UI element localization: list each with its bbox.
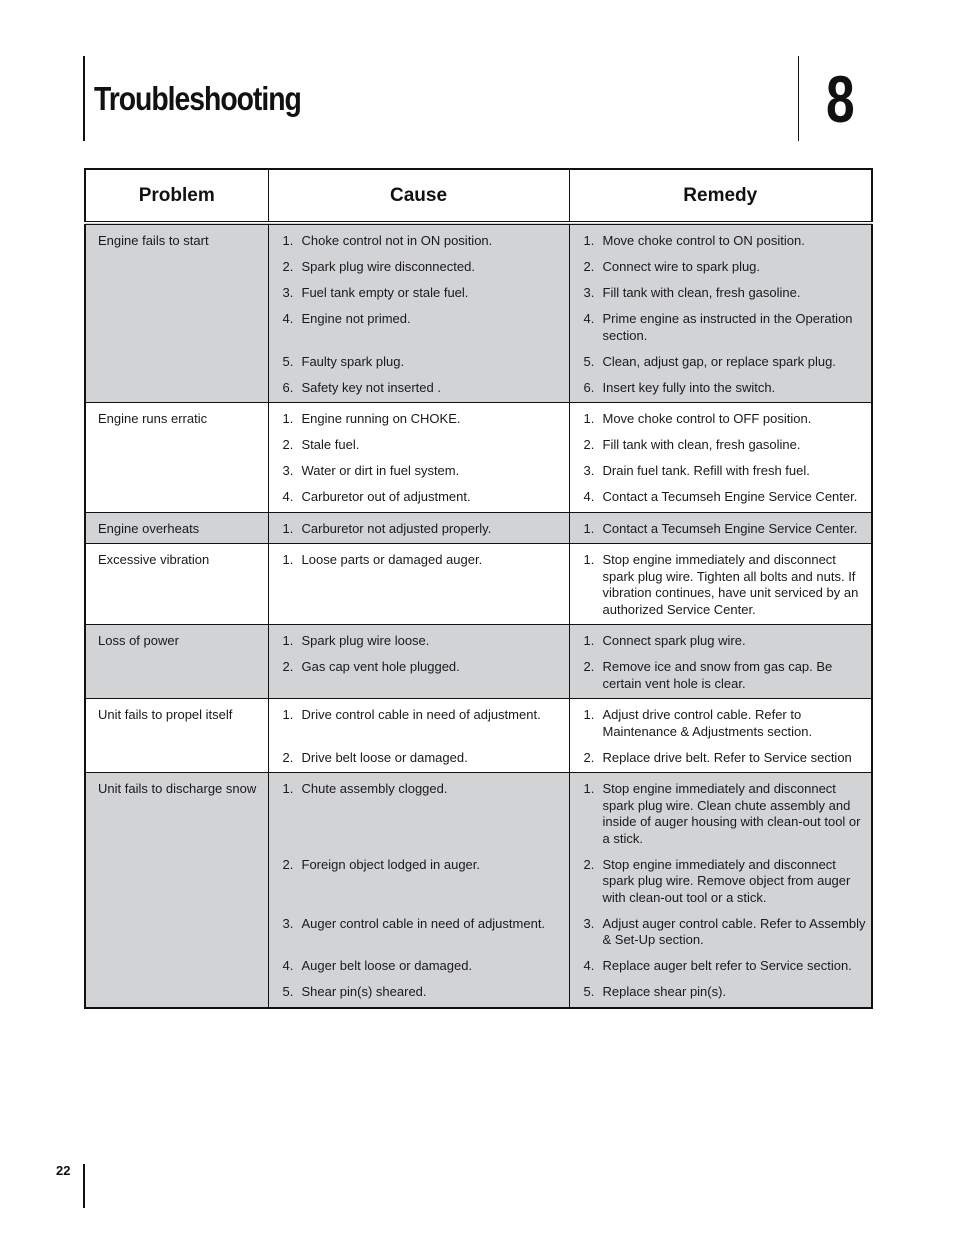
item-number: 6. bbox=[282, 379, 294, 395]
remedy-text: Connect wire to spark plug. bbox=[602, 259, 761, 274]
remedy-text: Connect spark plug wire. bbox=[602, 633, 746, 648]
table-row bbox=[85, 544, 872, 625]
cause-cell bbox=[268, 544, 569, 625]
problem-cell: Engine runs erratic bbox=[85, 403, 268, 513]
item-number: 1. bbox=[282, 552, 294, 567]
table-row bbox=[85, 512, 872, 544]
cause-text: Spark plug wire loose. bbox=[301, 633, 430, 648]
remedy-text: Drain fuel tank. Refill with fresh fuel. bbox=[602, 463, 810, 478]
chapter-number: 8 bbox=[826, 62, 855, 136]
remedy-text: Stop engine immediately and disconnect spark plug wire. Clean chute assembly and inside of auger housing with clean-out tool or a stick. bbox=[602, 781, 861, 846]
item-number: 3. bbox=[583, 285, 595, 300]
remedy-text: Stop engine immediately and disconnect spark plug wire. Tighten all bolts and nuts. If vibration continues, have unit serviced by an authorized Service Center. bbox=[602, 552, 859, 617]
remedy-text: Replace shear pin(s). bbox=[602, 984, 727, 999]
remedy-item bbox=[584, 750, 868, 767]
item-number: 1. bbox=[583, 233, 595, 248]
cause-text: Auger belt loose or damaged. bbox=[301, 958, 473, 973]
item-number: 1. bbox=[282, 633, 294, 648]
page-title: Troubleshooting bbox=[94, 80, 301, 117]
cause-text: Carburetor not adjusted properly. bbox=[301, 520, 492, 536]
cause-item bbox=[283, 857, 565, 907]
item-number: 1. bbox=[282, 781, 294, 796]
cause-cell bbox=[268, 223, 569, 403]
remedy-list bbox=[584, 781, 868, 1001]
remedy-text: Contact a Tecumseh Engine Service Center. bbox=[602, 489, 858, 504]
footer-rule bbox=[83, 1164, 85, 1208]
remedy-item bbox=[584, 958, 868, 975]
cause-list bbox=[283, 233, 565, 396]
item-number: 4. bbox=[583, 958, 595, 973]
cause-text: Chute assembly clogged. bbox=[301, 781, 448, 796]
item-number: 4. bbox=[282, 958, 294, 973]
item-number: 6. bbox=[583, 379, 595, 395]
remedy-list bbox=[584, 411, 868, 506]
cause-text: Water or dirt in fuel system. bbox=[301, 463, 460, 478]
remedy-text: Move choke control to OFF position. bbox=[602, 411, 812, 426]
item-number: 1. bbox=[583, 707, 595, 722]
remedy-item bbox=[584, 633, 868, 650]
cause-text: Choke control not in ON position. bbox=[301, 233, 493, 248]
item-number: 1. bbox=[583, 633, 595, 648]
cause-item bbox=[283, 354, 565, 371]
header-rule-right bbox=[798, 56, 799, 141]
cause-item bbox=[283, 958, 565, 975]
cause-item bbox=[283, 233, 565, 250]
cause-list bbox=[283, 521, 565, 538]
remedy-item bbox=[584, 354, 868, 371]
remedy-text: Insert key fully into the switch. bbox=[602, 379, 776, 395]
remedy-item bbox=[584, 259, 868, 276]
item-number: 3. bbox=[583, 915, 595, 931]
item-number: 1. bbox=[583, 552, 595, 567]
problem-cell: Unit fails to discharge snow bbox=[85, 773, 268, 1008]
cause-item bbox=[283, 707, 565, 740]
remedy-list bbox=[584, 633, 868, 692]
remedy-item bbox=[584, 285, 868, 302]
cause-item bbox=[283, 781, 565, 847]
remedy-cell bbox=[569, 223, 872, 403]
problem-cell: Engine overheats bbox=[85, 512, 268, 544]
cause-item bbox=[283, 659, 565, 692]
remedy-cell bbox=[569, 512, 872, 544]
item-number: 2. bbox=[282, 437, 294, 452]
remedy-text: Contact a Tecumseh Engine Service Center. bbox=[602, 520, 858, 536]
cause-text: Carburetor out of adjustment. bbox=[301, 489, 471, 504]
item-number: 2. bbox=[583, 259, 595, 274]
item-number: 2. bbox=[282, 659, 294, 674]
cause-cell bbox=[268, 403, 569, 513]
item-number: 2. bbox=[583, 437, 595, 452]
item-number: 1. bbox=[583, 781, 595, 796]
remedy-item bbox=[584, 552, 868, 618]
cause-text: Engine not primed. bbox=[301, 311, 411, 326]
remedy-list bbox=[584, 552, 868, 618]
cause-text: Drive belt loose or damaged. bbox=[301, 749, 468, 765]
cause-text: Loose parts or damaged auger. bbox=[301, 552, 483, 567]
table-row bbox=[85, 403, 872, 513]
cause-item bbox=[283, 437, 565, 454]
cause-list bbox=[283, 633, 565, 692]
cause-text: Engine running on CHOKE. bbox=[301, 411, 461, 426]
cause-item bbox=[283, 521, 565, 538]
remedy-list bbox=[584, 521, 868, 538]
item-number: 4. bbox=[583, 489, 595, 504]
cause-item bbox=[283, 916, 565, 949]
remedy-text: Fill tank with clean, fresh gasoline. bbox=[602, 437, 801, 452]
remedy-text: Stop engine immediately and disconnect spark plug wire. Remove object from auger with clean-out tool or a stick. bbox=[602, 856, 851, 905]
item-number: 1. bbox=[282, 411, 294, 426]
item-number: 3. bbox=[282, 463, 294, 478]
cause-item bbox=[283, 633, 565, 650]
remedy-item bbox=[584, 781, 868, 847]
remedy-cell bbox=[569, 699, 872, 773]
problem-cell: Engine fails to start bbox=[85, 223, 268, 403]
cause-text: Shear pin(s) sheared. bbox=[301, 984, 427, 999]
problem-cell: Loss of power bbox=[85, 625, 268, 699]
header-rule-left bbox=[83, 56, 85, 141]
item-number: 3. bbox=[282, 285, 294, 300]
remedy-text: Clean, adjust gap, or replace spark plug. bbox=[602, 353, 836, 369]
item-number: 2. bbox=[282, 856, 294, 872]
item-number: 4. bbox=[282, 311, 294, 326]
table-row bbox=[85, 223, 872, 403]
remedy-item bbox=[584, 916, 868, 949]
cause-text: Fuel tank empty or stale fuel. bbox=[301, 285, 469, 300]
remedy-item bbox=[584, 411, 868, 428]
remedy-item bbox=[584, 380, 868, 397]
problem-cell: Excessive vibration bbox=[85, 544, 268, 625]
cause-text: Gas cap vent hole plugged. bbox=[301, 659, 460, 674]
cause-item bbox=[283, 552, 565, 618]
remedy-cell bbox=[569, 625, 872, 699]
remedy-list bbox=[584, 707, 868, 766]
remedy-cell bbox=[569, 544, 872, 625]
remedy-text: Prime engine as instructed in the Operation section. bbox=[602, 311, 853, 343]
remedy-item bbox=[584, 437, 868, 454]
remedy-item bbox=[584, 463, 868, 480]
remedy-cell bbox=[569, 773, 872, 1008]
item-number: 5. bbox=[282, 353, 294, 369]
item-number: 2. bbox=[583, 856, 595, 872]
cause-cell bbox=[268, 773, 569, 1008]
table-row bbox=[85, 699, 872, 773]
item-number: 1. bbox=[583, 520, 595, 536]
cause-list bbox=[283, 552, 565, 618]
column-header-problem: Problem bbox=[85, 169, 268, 223]
cause-item bbox=[283, 489, 565, 506]
cause-list bbox=[283, 781, 565, 1001]
cause-item bbox=[283, 285, 565, 302]
remedy-item bbox=[584, 521, 868, 538]
cause-list bbox=[283, 707, 565, 766]
column-header-remedy: Remedy bbox=[569, 169, 872, 223]
page-number: 22 bbox=[56, 1163, 71, 1178]
item-number: 2. bbox=[282, 259, 294, 274]
cause-cell bbox=[268, 699, 569, 773]
remedy-item bbox=[584, 311, 868, 344]
remedy-text: Adjust auger control cable. Refer to Assembly & Set-Up section. bbox=[602, 915, 866, 947]
cause-item bbox=[283, 259, 565, 276]
remedy-text: Remove ice and snow from gas cap. Be certain vent hole is clear. bbox=[602, 659, 833, 691]
cause-item bbox=[283, 311, 565, 344]
remedy-item bbox=[584, 659, 868, 692]
table-row bbox=[85, 773, 872, 1008]
remedy-text: Replace auger belt refer to Service section. bbox=[602, 958, 852, 973]
item-number: 1. bbox=[583, 411, 595, 426]
remedy-text: Fill tank with clean, fresh gasoline. bbox=[602, 285, 801, 300]
remedy-item bbox=[584, 489, 868, 506]
cause-text: Spark plug wire disconnected. bbox=[301, 259, 475, 274]
cause-text: Foreign object lodged in auger. bbox=[301, 856, 481, 872]
remedy-item bbox=[584, 707, 868, 740]
item-number: 2. bbox=[583, 659, 595, 674]
item-number: 5. bbox=[583, 984, 595, 999]
item-number: 3. bbox=[282, 915, 294, 931]
cause-item bbox=[283, 411, 565, 428]
cause-text: Safety key not inserted . bbox=[301, 379, 441, 395]
cause-text: Stale fuel. bbox=[301, 437, 360, 452]
cause-item bbox=[283, 984, 565, 1001]
remedy-cell bbox=[569, 403, 872, 513]
item-number: 1. bbox=[282, 707, 294, 722]
item-number: 4. bbox=[583, 311, 595, 326]
item-number: 5. bbox=[282, 984, 294, 999]
remedy-item bbox=[584, 233, 868, 250]
cause-text: Faulty spark plug. bbox=[301, 353, 405, 369]
item-number: 5. bbox=[583, 353, 595, 369]
item-number: 2. bbox=[282, 749, 294, 765]
cause-cell bbox=[268, 625, 569, 699]
cause-item bbox=[283, 380, 565, 397]
problem-cell: Unit fails to propel itself bbox=[85, 699, 268, 773]
cause-item bbox=[283, 463, 565, 480]
item-number: 2. bbox=[583, 749, 595, 765]
troubleshooting-table bbox=[84, 168, 873, 1009]
table-header-row bbox=[85, 169, 872, 223]
remedy-list bbox=[584, 233, 868, 396]
cause-text: Drive control cable in need of adjustment. bbox=[301, 707, 541, 722]
cause-cell bbox=[268, 512, 569, 544]
column-header-cause: Cause bbox=[268, 169, 569, 223]
item-number: 1. bbox=[282, 233, 294, 248]
table-row bbox=[85, 625, 872, 699]
remedy-text: Adjust drive control cable. Refer to Maintenance & Adjustments section. bbox=[602, 707, 813, 739]
item-number: 1. bbox=[282, 520, 294, 536]
cause-item bbox=[283, 750, 565, 767]
remedy-text: Move choke control to ON position. bbox=[602, 233, 805, 248]
remedy-text: Replace drive belt. Refer to Service section bbox=[602, 749, 852, 765]
cause-list bbox=[283, 411, 565, 506]
remedy-item bbox=[584, 984, 868, 1001]
remedy-item bbox=[584, 857, 868, 907]
item-number: 3. bbox=[583, 463, 595, 478]
item-number: 4. bbox=[282, 489, 294, 504]
cause-text: Auger control cable in need of adjustment. bbox=[301, 915, 546, 931]
